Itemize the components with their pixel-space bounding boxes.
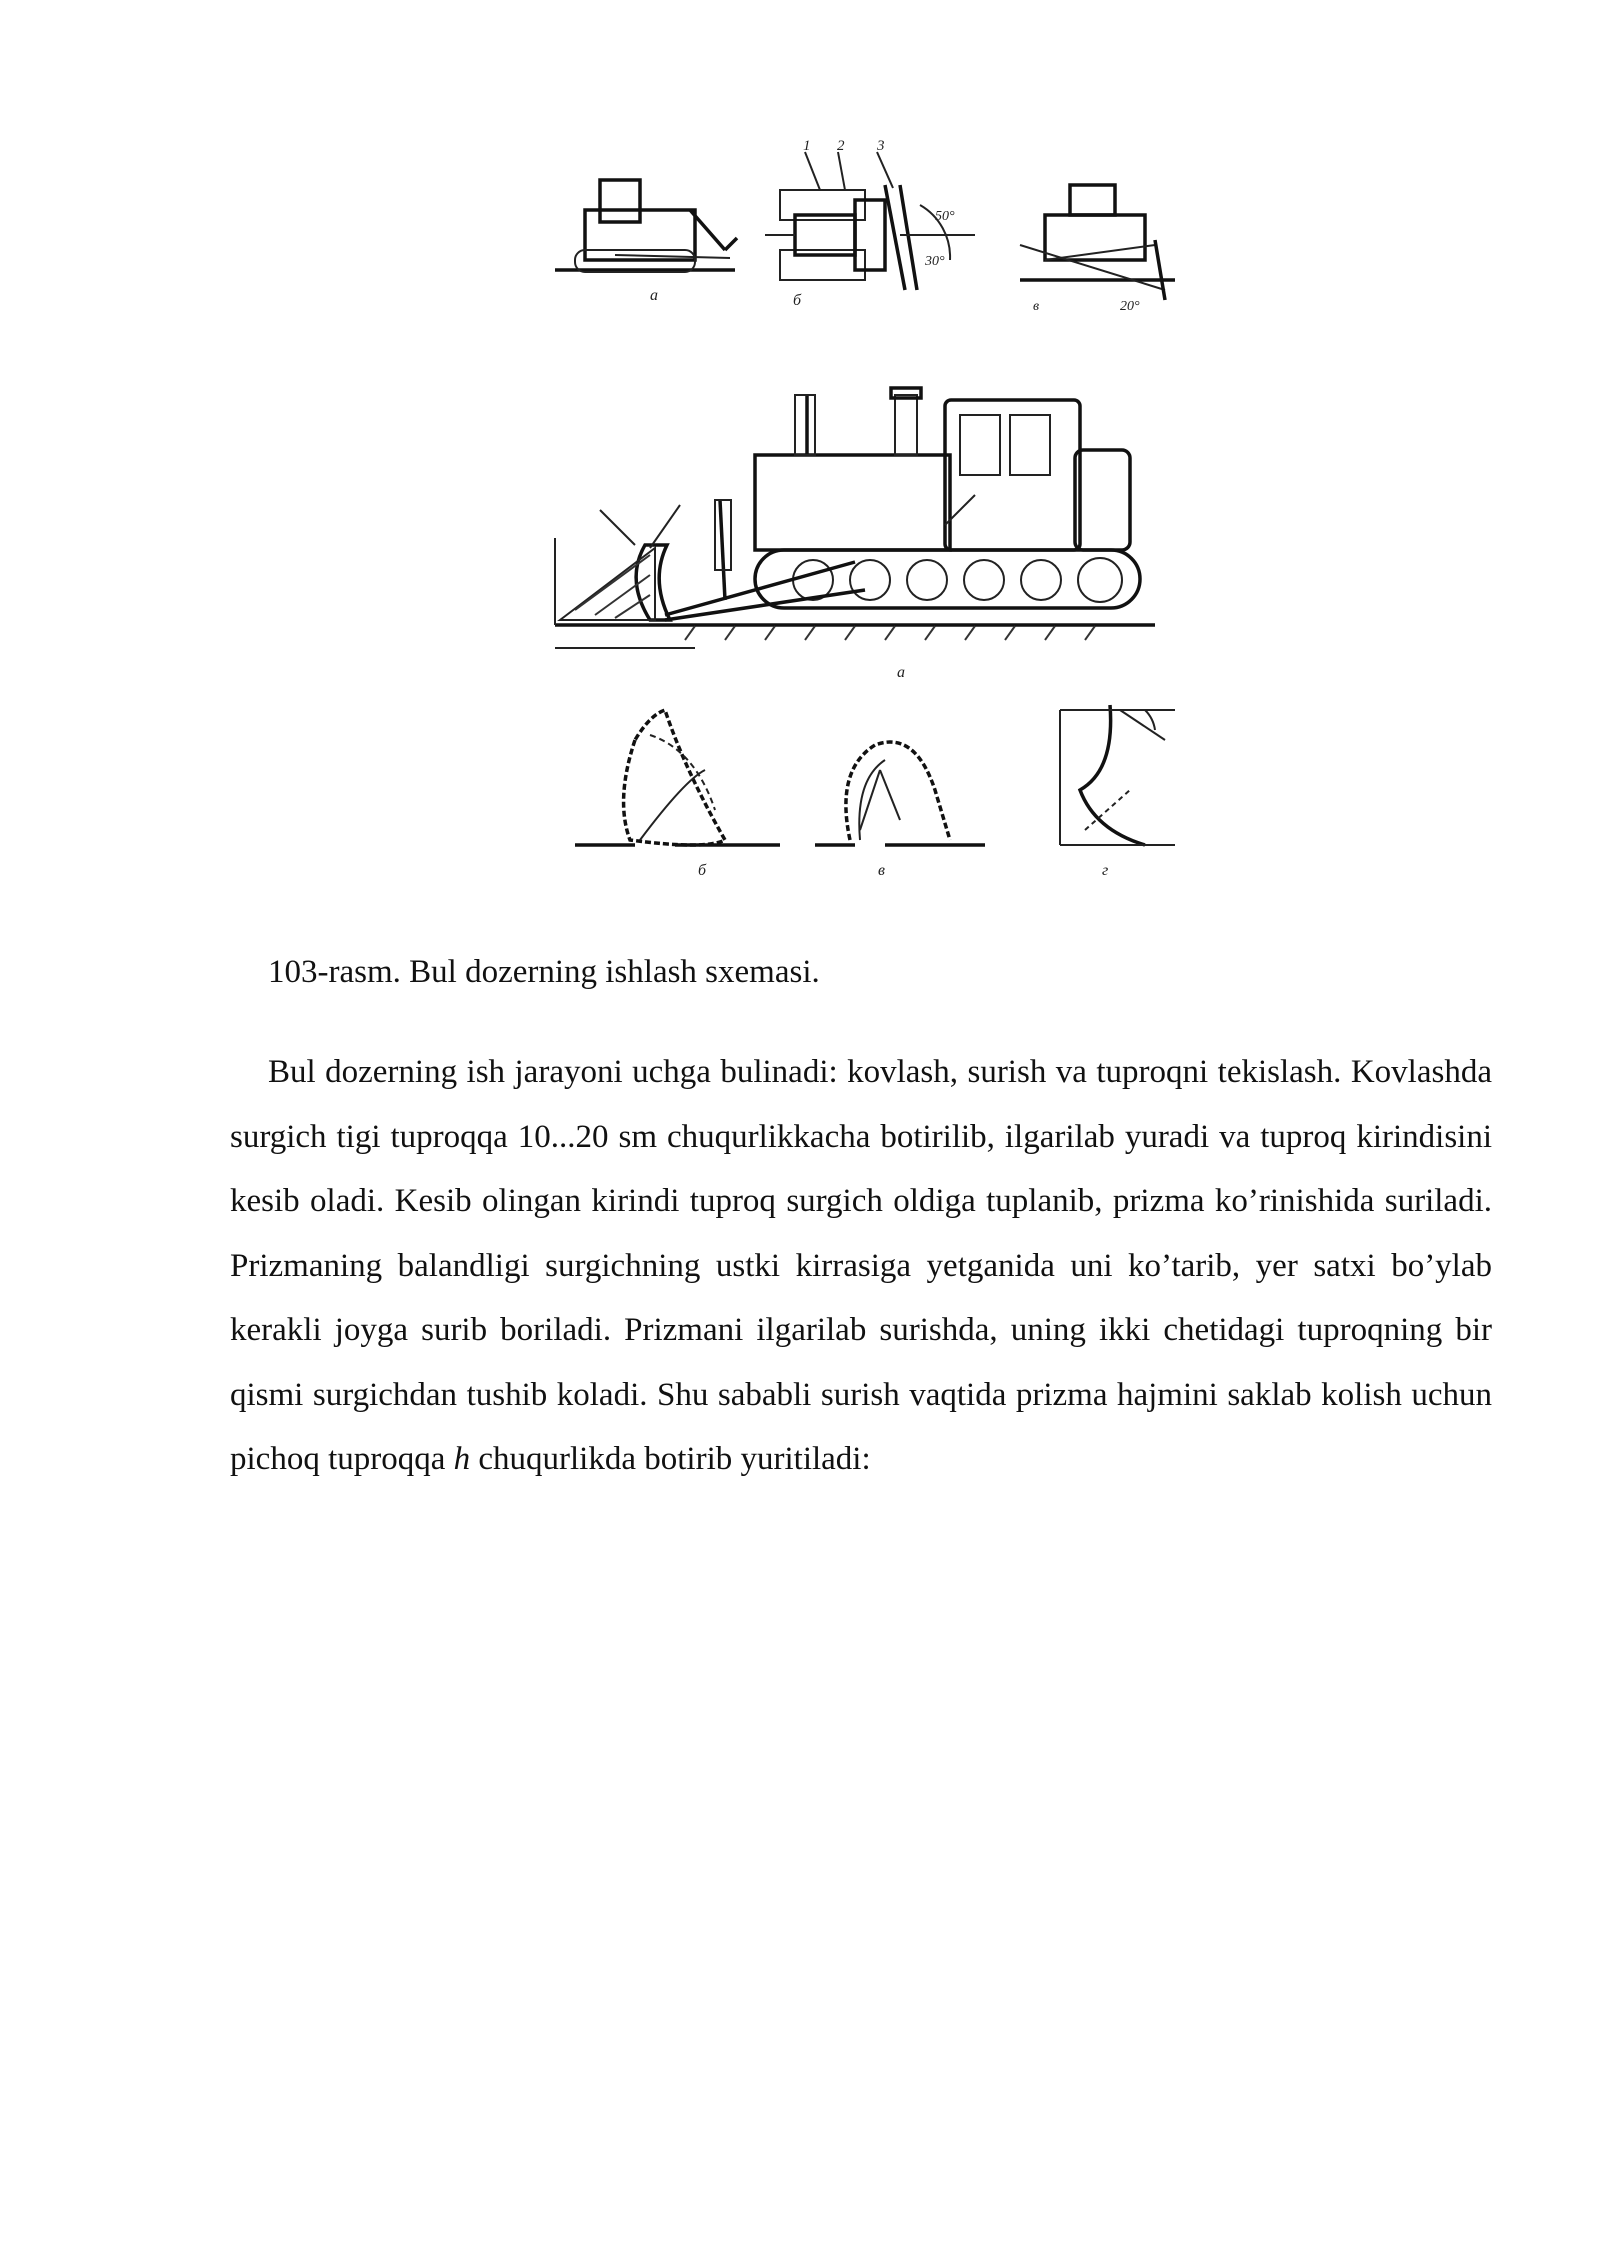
- main-label-a: a: [897, 664, 905, 681]
- variable-h: h: [453, 1441, 471, 1477]
- paragraph-text-before-h: Bul dozerning ish jarayoni uchga bulinadi: kovlash, surish va tuproqni tekislash. Kovlashda surgich tigi tuproqqa 10...20 sm chuqurlikkacha botirilib, ilgarilab yuradi va tuproq kirindisini kesib oladi. Kesib olingan kirindi tuproq surgich oldiga tuplanib, prizma ko’rinishida suriladi. Prizmaning balandligi surgichning ustki kirrasiga yetganida uni ko’tarib, yer satxi bo’ylab kerakli joyga surib boriladi. Prizmani ilgarilab surishda, uning ikki chetidagi tuproqning bir qismi surgichdan tushib koladi. Shu sababli surish vaqtida prizma hajmini saklab kolish uchun pichoq tuproqqa: [230, 1054, 1492, 1477]
- top-label-a: a: [650, 287, 658, 304]
- angle-label-30: 30°: [925, 254, 945, 269]
- top-label-v: в: [1033, 299, 1040, 314]
- dozer-scheme-drawing: [555, 138, 1215, 890]
- top-label-b: б: [793, 292, 802, 309]
- bottom-view-v: [815, 742, 985, 845]
- bottom-label-g: г: [1102, 862, 1109, 879]
- bottom-view-b: [575, 710, 780, 845]
- main-dozer-side-view: [555, 388, 1155, 648]
- paragraph-text-after-h: chuqurlikda botirib yuritiladi:: [470, 1441, 871, 1477]
- body-paragraph: [230, 1040, 1492, 1492]
- top-label-1: 1: [803, 138, 811, 154]
- figure-caption: 103-rasm. Bul dozerning ishlash sxemasi.: [268, 954, 820, 990]
- top-label-3: 3: [877, 138, 885, 154]
- angle-label-50: 50°: [935, 209, 955, 224]
- bottom-label-b: б: [698, 862, 707, 879]
- angle-label-20: 20°: [1120, 299, 1140, 314]
- dozer-scheme-figure: [555, 138, 1215, 890]
- top-view-v: [1020, 185, 1175, 300]
- top-label-2: 2: [837, 138, 845, 154]
- top-view-a: [555, 180, 737, 272]
- bottom-view-g: [1060, 705, 1175, 845]
- bottom-label-v: в: [878, 862, 885, 879]
